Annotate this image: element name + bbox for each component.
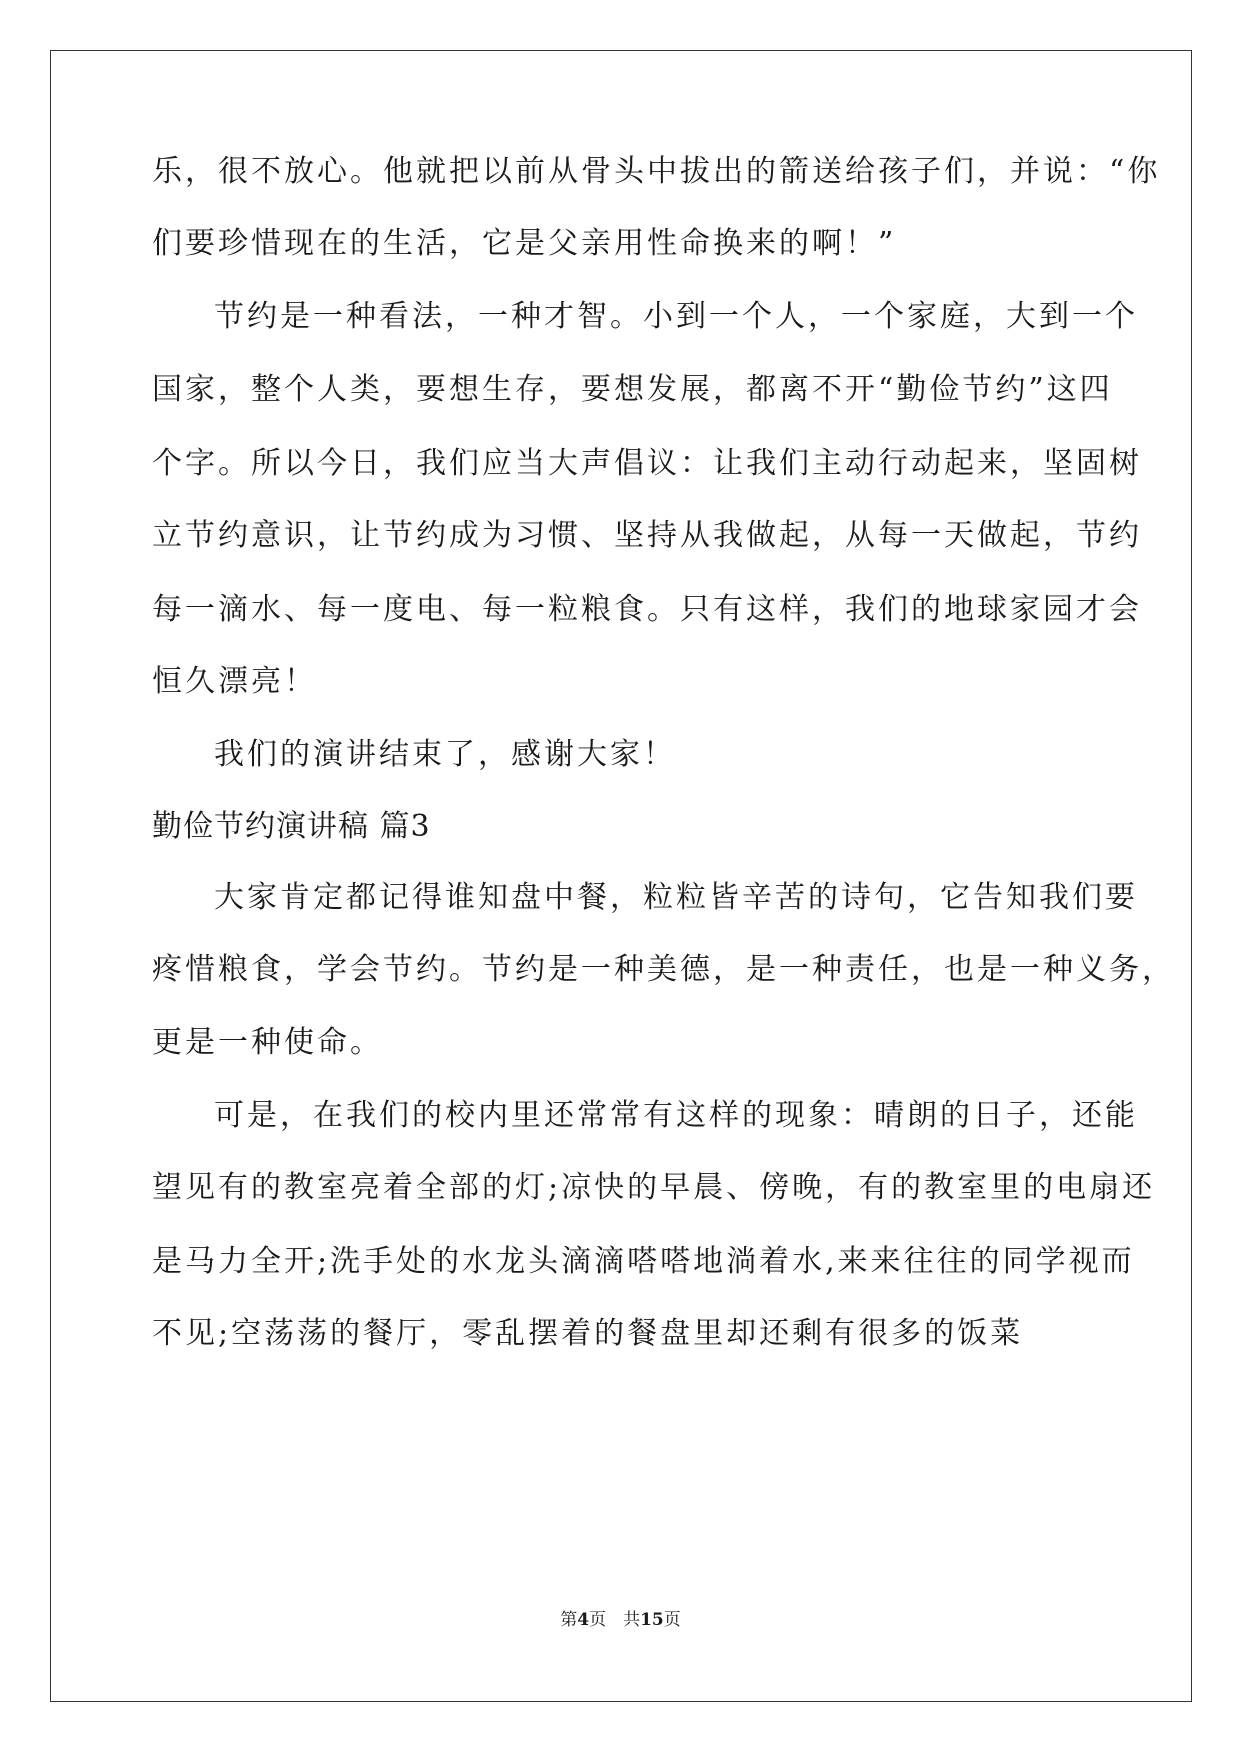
page-mid: 页 共: [589, 1610, 641, 1630]
paragraph-line: 节约是一种看法，一种才智。小到一个人，一个家庭，大到一个: [214, 299, 1138, 334]
paragraph-line: 不见;空荡荡的餐厅，零乱摆着的餐盘里却还剩有很多的饭菜: [152, 1316, 1024, 1351]
paragraph-line: 个字。所以今日，我们应当大声倡议：让我们主动行动起来，坚固树: [152, 446, 1142, 481]
paragraph-line: 疼惜粮食，学会节约。节约是一种美德，是一种责任，也是一种义务，: [152, 952, 1175, 987]
page-prefix: 第: [560, 1610, 578, 1630]
paragraph-line: 恒久漂亮！: [152, 664, 317, 699]
paragraph-line: 我们的演讲结束了，感谢大家！: [214, 737, 676, 772]
paragraph-line: 们要珍惜现在的生活，它是父亲用性命换来的啊！”: [152, 226, 897, 261]
paragraph-line: 更是一种使命。: [152, 1025, 383, 1060]
total-pages: 15: [640, 1610, 664, 1630]
page-number: 4: [577, 1610, 590, 1630]
paragraph-line: 大家肯定都记得谁知盘中餐，粒粒皆辛苦的诗句，它告知我们要: [214, 880, 1138, 915]
paragraph-line: 是马力全开;洗手处的水龙头滴滴嗒嗒地淌着水,来来往往的同学视而: [152, 1244, 1135, 1279]
paragraph-line: 乐，很不放心。他就把以前从骨头中拔出的箭送给孩子们，并说：“你: [152, 154, 1161, 189]
paragraph-line: 每一滴水、每一度电、每一粒粮食。只有这样，我们的地球家园才会: [152, 592, 1142, 627]
section-heading: 勤俭节约演讲稿 篇3: [152, 809, 431, 844]
paragraph-line: 国家，整个人类，要想生存，要想发展，都离不开“勤俭节约”这四: [152, 372, 1113, 407]
paragraph-line: 望见有的教室亮着全部的灯;凉快的早晨、傍晚，有的教室里的电扇还: [152, 1170, 1156, 1205]
paragraph-line: 立节约意识，让节约成为习惯、坚持从我做起，从每一天做起，节约: [152, 518, 1142, 553]
page-suffix: 页: [663, 1610, 681, 1630]
page-footer: [0, 1608, 1241, 1632]
paragraph-line: 可是，在我们的校内里还常常有这样的现象：晴朗的日子，还能: [214, 1098, 1138, 1133]
